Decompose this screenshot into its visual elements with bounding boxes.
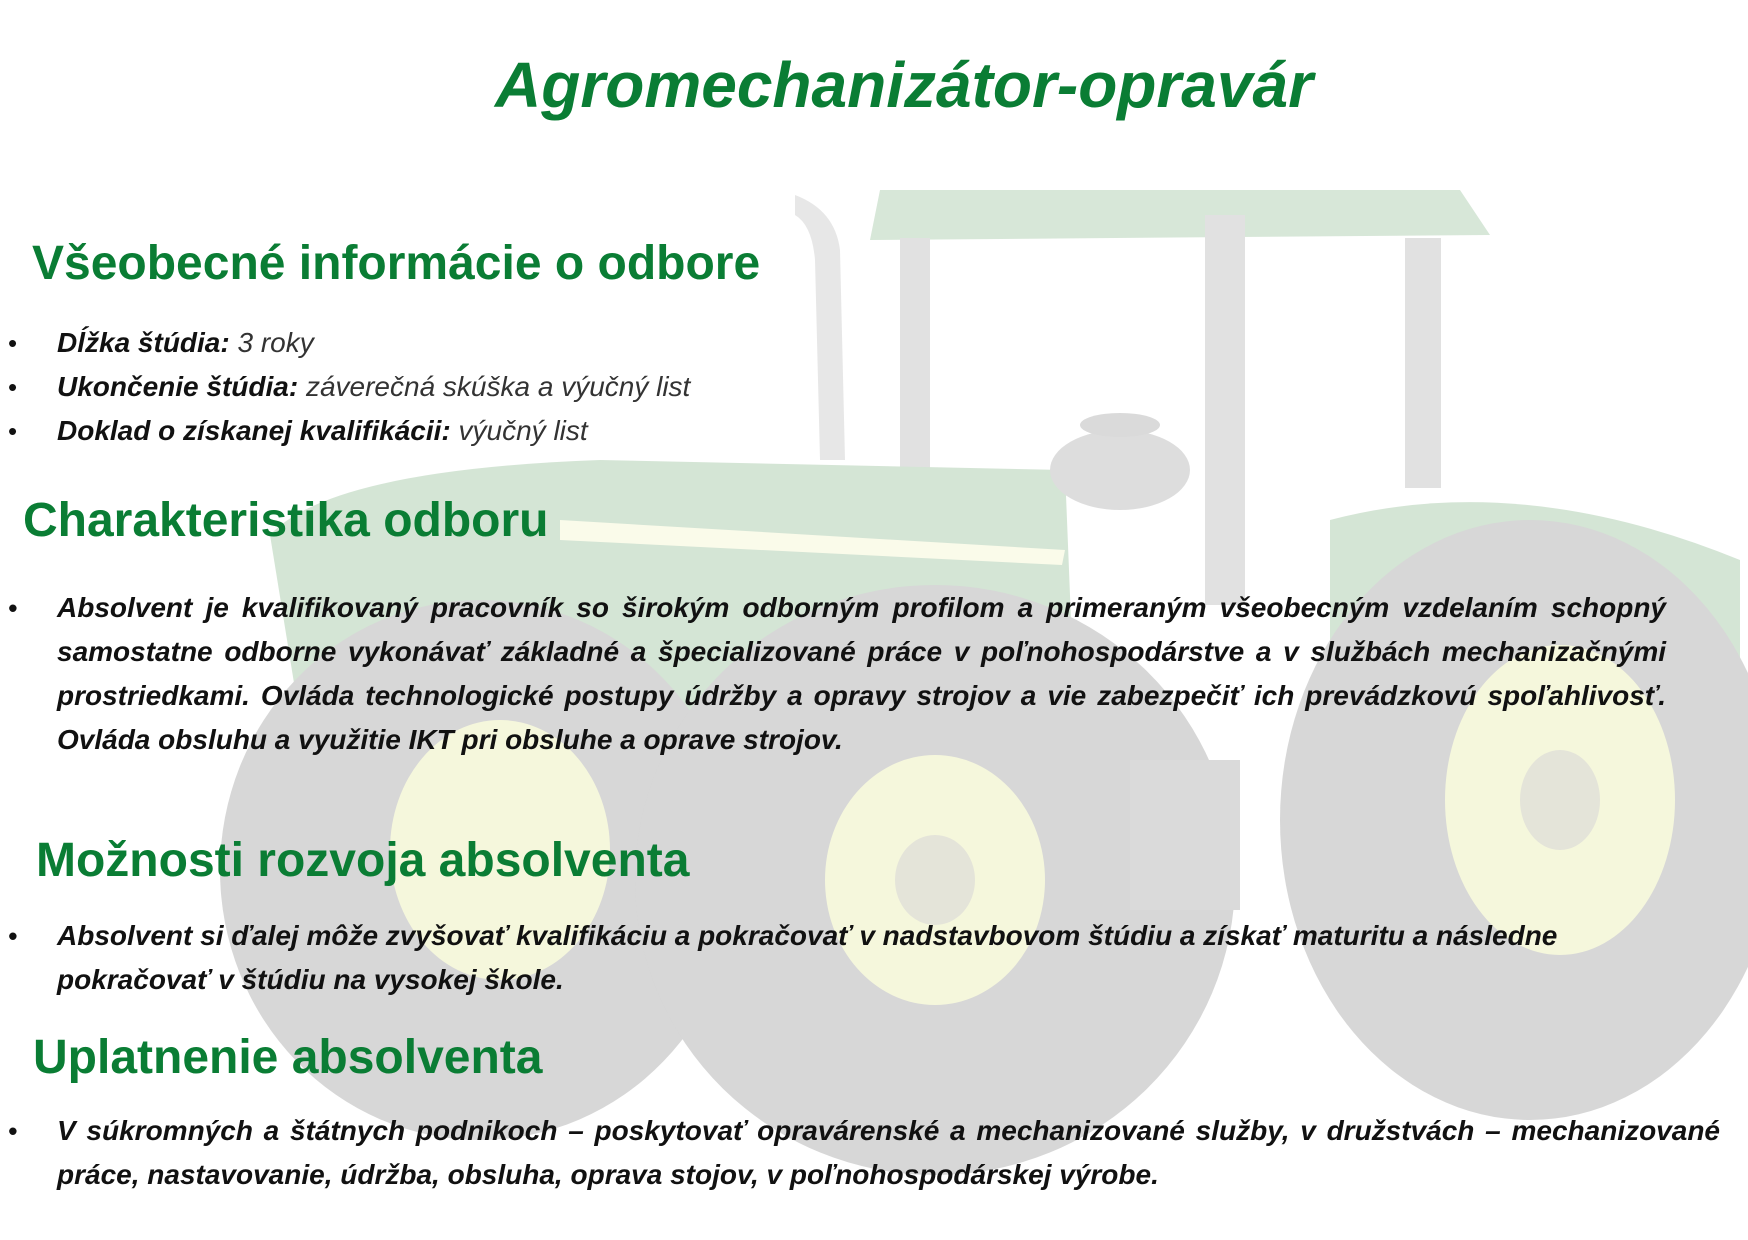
list-item: [0, 1109, 1720, 1197]
item-label: Dĺžka štúdia:: [57, 327, 230, 358]
list-item: [0, 365, 900, 409]
characteristics-list: [0, 586, 1666, 762]
section-heading-development: Možnosti rozvoja absolventa: [36, 834, 690, 887]
list-item: [0, 321, 900, 365]
item-value: výučný list: [450, 415, 588, 446]
item-value: záverečná skúška a výučný list: [298, 371, 691, 402]
list-item: [0, 586, 1666, 762]
item-label: Doklad o získanej kvalifikácii:: [57, 415, 451, 446]
section-heading-employment: Uplatnenie absolventa: [33, 1031, 543, 1084]
list-item: [0, 409, 900, 453]
item-text: • Absolvent je kvalifikovaný pracovník so širokým odborným profilom a primeraným všeobecným vzdelaním schopný samostatne odborne vykonávať základné a špecializované práce v poľnohospodárstve a v službách mechanizačnými prostriedkami. Ovláda technologické postupy údržby a opravy strojov a vie zabezpečiť ich prevádzkovú spoľahlivosť. Ovláda obsluhu a využitie IKT pri obsluhe a oprave strojov.: [57, 592, 1666, 755]
item-text: • Absolvent si ďalej môže zvyšovať kvalifikáciu a pokračovať v nadstavbovom štúdiu a získať maturitu a následne pokračovať v štúdiu na vysokej škole.: [57, 920, 1558, 995]
list-item: [0, 914, 1666, 1002]
item-label: Ukončenie štúdia:: [57, 371, 299, 402]
general-info-list: [0, 321, 900, 453]
employment-list: [0, 1109, 1720, 1197]
item-value: 3 roky: [229, 327, 314, 358]
page-title: Agromechanizátor-opravár: [495, 49, 1313, 121]
section-heading-characteristics: Charakteristika odboru: [23, 494, 549, 547]
development-list: [0, 914, 1666, 1002]
section-heading-general-info: Všeobecné informácie o odbore: [32, 237, 761, 290]
item-text: • V súkromných a štátnych podnikoch – poskytovať opravárenské a mechanizované služby, v družstvách – mechanizované práce, nastavovanie, údržba, obsluha, oprava stojov, v poľnohospodárskej výrobe.: [57, 1115, 1720, 1190]
